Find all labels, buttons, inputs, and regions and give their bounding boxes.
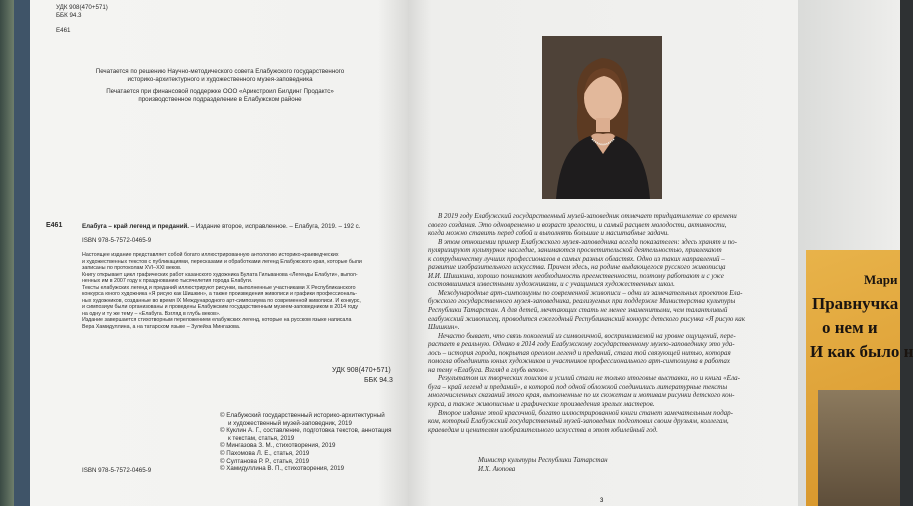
isbn-bottom: ISBN 978-5-7572-0465-9 xyxy=(82,467,152,474)
entry-code: Е461 xyxy=(46,222,63,229)
isbn-mid: ISBN 978-5-7572-0465-9 xyxy=(82,237,152,244)
bbk-top: ББК 94.3 xyxy=(56,12,82,19)
sponsor-note: Печатается при финансовой поддержке ООО «Арикстроил Билдинг Продактс» производственное подразделение в Елабужском районе xyxy=(106,88,334,103)
signature-name: И.Х. Аюпова xyxy=(478,465,516,473)
signature-title: Министр культуры Республики Татарстан xyxy=(478,456,608,464)
adjacent-book-title-2: о нем и xyxy=(822,318,878,337)
adjacent-book-cover xyxy=(806,250,913,506)
entry-line: Елабуга – край легенд и преданий. – Издание второе, исправленное. – Елабуга, 2019. – 192 с. xyxy=(82,223,361,230)
portrait-illustration xyxy=(542,36,662,199)
page-number: 3 xyxy=(600,498,604,504)
adjacent-book-photo xyxy=(818,390,900,506)
udk-top: УДК 908(470+571) xyxy=(56,4,108,11)
adjacent-book-author: Мари xyxy=(864,272,898,287)
portrait-photo xyxy=(542,36,662,199)
left-page xyxy=(30,0,408,506)
adjacent-book-title-1: Правнучка xyxy=(812,294,899,313)
adjacent-book-title-3: И как было н xyxy=(810,342,913,361)
udk-bottom: УДК 908(470+571) xyxy=(332,367,391,374)
e-code-top: Е461 xyxy=(56,27,71,34)
annotation: Настоящее издание представляет собой богато иллюстрированную антологию историко-краеведческих и художественных текстов с публикациями, пересказами и обработками легенд Елабужского края, которые были записаны по протоколам XVI–XXI веков. Книгу открывает цикл графических работ казанского художника Булата Гильванова «Легенды Елабуги», выпол- ненных им в 2007 году к празднованию тысячелетия города Елабуги. Тексты елабужских легенд и преданий иллюстрируют рисунки, выполненные участниками X Республиканского конкурса юного художника «Я рисую как Шишкин», а также произведения живописи и графики профессиональ- ных художников, созданные во время IX Международного арт-симпозиума по современной живописи. И конкурс, и симпозиум были организованы и проведены Елабужским государственным музеем-заповедником в 2014 году на одну и ту же тему – «Елабуга. Взгляд в глубь веков». Издание завершается стихотворным переложением елабужских легенд, которые на русском языке написала Вера Хамидуллина, а на татарском языке – Зулейха Мингазова. xyxy=(82,252,362,330)
foreword-text: В 2019 году Елабужский государственный музей-заповедник отмечает тридцатилетие со времени своего создания. Это одновременно и возраст зрелости, и самый расцвет молодости, активности, когда можно ставить перед собой и выполнять большие и масштабные задачи. В этом отношении пример Елабужского музея-заповедника всегда показателен: здесь хранят и по- пуляризируют культурное наследие, занимаются просветительской деятельностью, привлекают к сотрудничеству лучших профессионалов в самых разных областях. Одно из таких направлений – развитие изобразительного искусства. Причем здесь, на родине выдающегося русского живописца И.И. Шишкина, хорошо понимают необходимость преемственности, поэтому работают и с уже состоявшимися известными художниками, и с учащимися художественных школ. Международные арт-симпозиумы по современной живописи – одни из замечательных проектов Ела- бужского государственного музея-заповедника, реализуемых при поддержке Министерства культуры Республики Татарстан. А для детей, мечтающих стать не менее знаменитыми, чем талантливый елабужский живописец, проводится ежегодный Республиканский конкурс детского рисунка «Я рисую как Шишкин». Нечасто бывает, что связь поколений из символичной, воспринимаемой на уровне ощущений, пере- растает в реальную. Однако в 2014 году Елабужскому государственному музею-заповеднику это уда- лось – история города, покрытая ореолом легенд и преданий, стала той связующей нитью, которая помогла объединить юных художников и участников профессионального арт-симпозиума в работах на тему «Елабуга. Взгляд в глубь веков». Результатом их творческих поисков и усилий стали не только итоговые выставки, но и книга «Ела- буга – край легенд и преданий», в которой под одной обложкой соединились литературные тексты многочисленных сказаний этого края, выполненные по их сюжетам и мотивам рисунки детского кон- курса, а также живописные и графические произведения зрелых мастеров. Второе издание этой красочной, богато иллюстрированной книги станет замечательным подар- ком, который Елабужский государственный музей-заповедник подготовил своим друзьям, коллегам, краеведам и ценителям изобразительного искусства в этот юбилейный год. xyxy=(428,212,745,434)
bbk-bottom: ББК 94.3 xyxy=(364,377,393,384)
signature-block xyxy=(478,456,608,474)
copyright-block: © Елабужский государственный историко-архитектурный и художественный музей-заповедник, 2019 © Куклин А. Г., составление, подготовка текстов, аннотация к текстам, статья, 2019 © Мингазова З. М., стихотворения, 2019 © Пахомова Л. Е., статья, 2019 © Султанова Р. Р., статья, 2019 © Хамидуллина В. П., стихотворения, 2019 xyxy=(220,412,392,473)
council-note: Печатается по решению Научно-методического совета Елабужского государственного историко-архитектурного и художественного музея-заповедника xyxy=(95,68,345,83)
